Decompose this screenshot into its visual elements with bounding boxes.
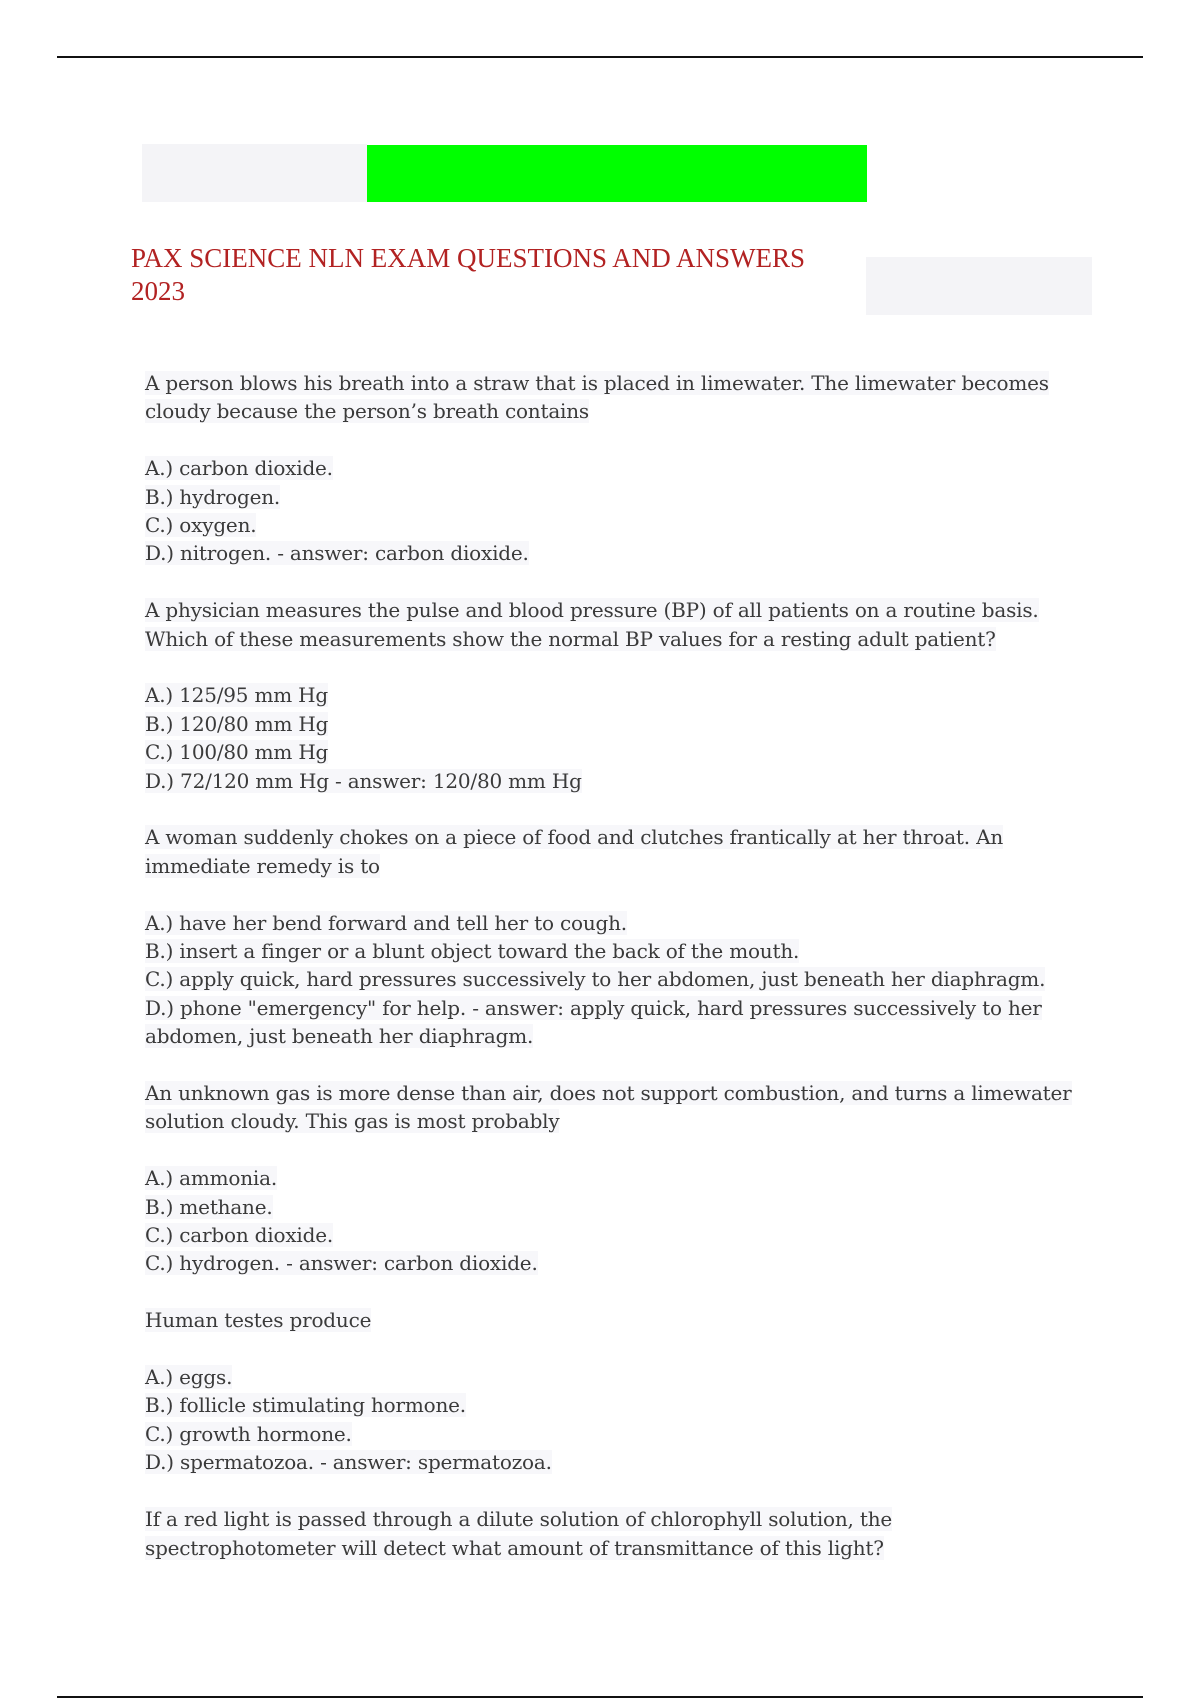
- answer-option: C.) 100/80 mm Hg: [145, 740, 329, 765]
- question-block: [145, 1505, 1085, 1562]
- answer-option: B.) hydrogen.: [145, 484, 281, 509]
- bottom-rule: [57, 1696, 1143, 1698]
- question-text: A physician measures the pulse and blood pressure (BP) of all patients on a routine basis. Which of these measurements show the normal BP values for a resting adult patient?: [145, 598, 1039, 651]
- answer-option: C.) oxygen.: [145, 513, 257, 538]
- banner-gray-block-right: [866, 257, 1092, 315]
- answer-option: C.) hydrogen. - answer: carbon dioxide.: [145, 1251, 538, 1276]
- question-list: [145, 369, 1085, 1590]
- answer-option: D.) phone "emergency" for help. - answer: apply quick, hard pressures successively to her abdomen, just beneath her diaphragm.: [145, 995, 1042, 1049]
- question-block: [145, 823, 1085, 1050]
- answer-option: C.) carbon dioxide.: [145, 1223, 333, 1248]
- answer-option: D.) 72/120 mm Hg - answer: 120/80 mm Hg: [145, 768, 582, 793]
- answer-option: A.) carbon dioxide.: [145, 456, 333, 481]
- question-text: A woman suddenly chokes on a piece of food and clutches frantically at her throat. An immediate remedy is to: [145, 825, 1004, 878]
- answer-option: A.) eggs.: [145, 1365, 233, 1390]
- answer-option: D.) nitrogen. - answer: carbon dioxide.: [145, 541, 529, 566]
- answer-option: D.) spermatozoa. - answer: spermatozoa.: [145, 1450, 552, 1475]
- question-text: An unknown gas is more dense than air, does not support combustion, and turns a limewater solution cloudy. This gas is most probably: [145, 1081, 1072, 1134]
- top-rule: [57, 56, 1143, 58]
- answer-option: C.) growth hormone.: [145, 1421, 352, 1446]
- question-text: A person blows his breath into a straw that is placed in limewater. The limewater becomes cloudy because the person’s breath contains: [145, 371, 1049, 424]
- answer-option: C.) apply quick, hard pressures successively to her abdomen, just beneath her diaphragm.: [145, 967, 1046, 992]
- document-title: PAX SCIENCE NLN EXAM QUESTIONS AND ANSWERS 2023: [131, 243, 806, 306]
- answer-option: A.) have her bend forward and tell her to cough.: [145, 910, 627, 935]
- banner-gray-block-left: [142, 144, 367, 202]
- question-block: [145, 1306, 1085, 1476]
- question-block: [145, 1079, 1085, 1278]
- answer-option: B.) insert a finger or a blunt object toward the back of the mouth.: [145, 939, 800, 964]
- answer-option: B.) methane.: [145, 1194, 273, 1219]
- question-text: If a red light is passed through a dilute solution of chlorophyll solution, the spectrophotometer will detect what amount of transmittance of this light?: [145, 1507, 893, 1560]
- answer-option: A.) 125/95 mm Hg: [145, 683, 329, 708]
- question-block: [145, 369, 1085, 568]
- answer-option: B.) 120/80 mm Hg: [145, 711, 329, 736]
- answer-option: A.) ammonia.: [145, 1166, 278, 1191]
- answer-option: B.) follicle stimulating hormone.: [145, 1393, 466, 1418]
- question-block: [145, 596, 1085, 795]
- question-text: Human testes produce: [145, 1308, 372, 1333]
- banner-green-block: [367, 145, 867, 202]
